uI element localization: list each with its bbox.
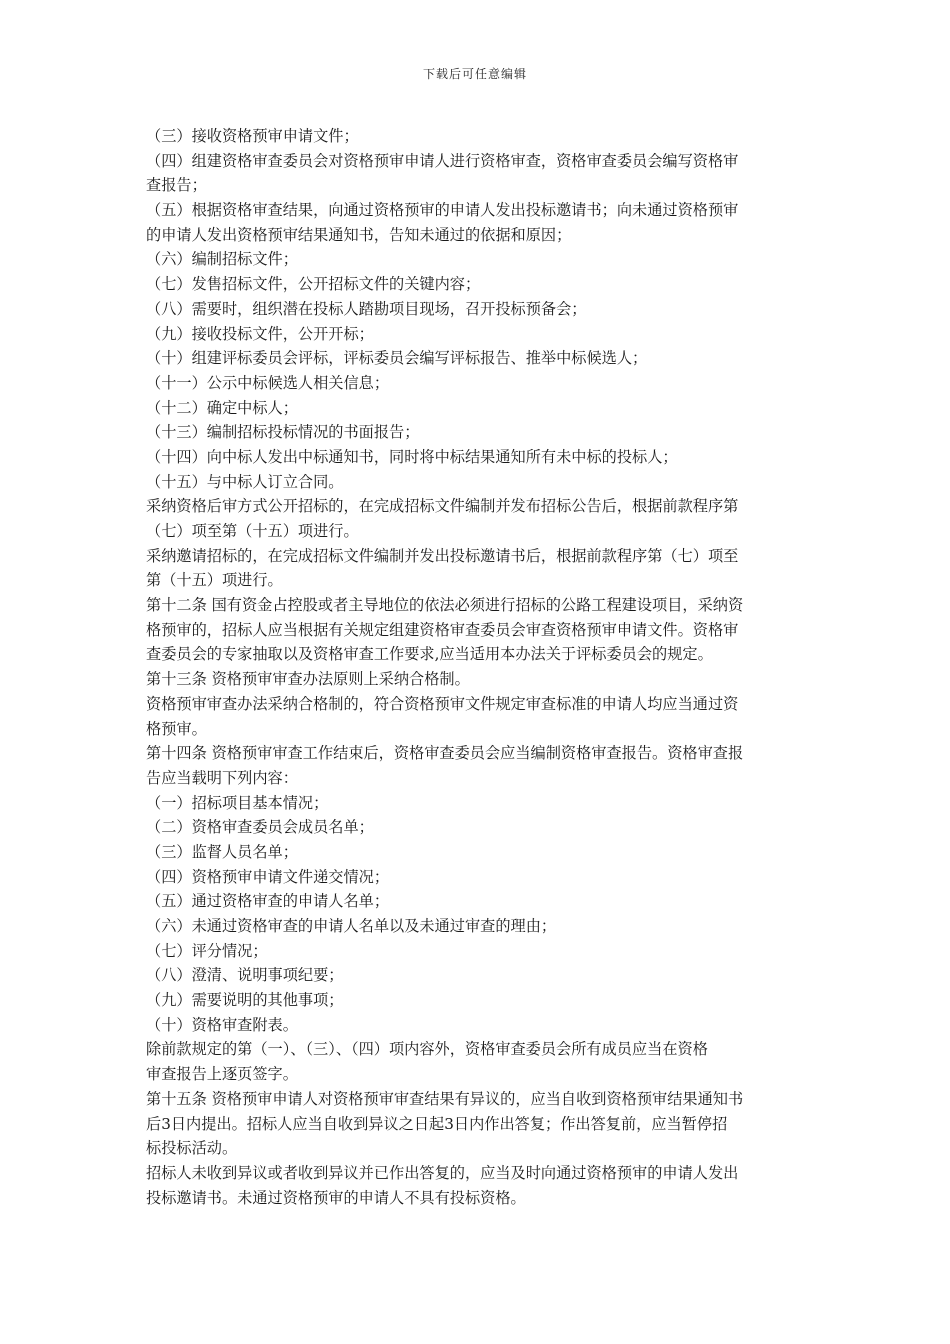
text-line: （九）需要说明的其他事项； (146, 991, 344, 1010)
text-line: （四）资格预审申请文件递交情况； (146, 867, 389, 886)
text-line: 后3日内提出。招标人应当自收到异议之日起3日内作出答复；作出答复前，应当暂停招 (146, 1114, 728, 1133)
text-line: 采纳资格后审方式公开招标的，在完成招标文件编制并发布招标公告后，根据前款程序第 (146, 497, 739, 516)
text-line: （九）接收投标文件，公开开标； (146, 324, 374, 343)
document-body (146, 124, 814, 1210)
text-line: （十一）公示中标候选人相关信息； (146, 373, 389, 392)
text-line: 查报告； (146, 176, 207, 195)
text-line: 格预审的，招标人应当根据有关规定组建资格审查委员会审查资格预审申请文件。资格审 (146, 620, 739, 639)
text-line: （四）组建资格审查委员会对资格预审申请人进行资格审查，资格审查委员会编写资格审 (146, 151, 739, 170)
text-line: （十）资格审查附表。 (146, 1015, 298, 1034)
text-line: （一）招标项目基本情况； (146, 793, 329, 812)
text-line: 审查报告上逐页签字。 (146, 1065, 298, 1084)
text-line: （七）发售招标文件，公开招标文件的关键内容； (146, 275, 481, 294)
text-line: （十）组建评标委员会评标，评标委员会编写评标报告、推举中标候选人； (146, 349, 648, 368)
text-line: （十五）与中标人订立合同。 (146, 472, 344, 491)
text-line: （七）项至第（十五）项进行。 (146, 522, 359, 540)
text-line: 的申请人发出资格预审结果通知书，告知未通过的依据和原因； (146, 225, 572, 244)
text-line: （八）澄清、说明事项纪要； (146, 966, 344, 985)
text-line: 投标邀请书。未通过资格预审的申请人不具有投标资格。 (146, 1188, 526, 1207)
text-line: 采纳邀请招标的，在完成招标文件编制并发出投标邀请书后，根据前款程序第（七）项至 (146, 546, 739, 565)
text-line: 招标人未收到异议或者收到异议并已作出答复的，应当及时向通过资格预审的申请人发出 (146, 1163, 739, 1182)
text-line: 告应当载明下列内容： (146, 768, 298, 787)
page-header: 下载后可任意编辑 (422, 67, 527, 81)
text-line: （八）需要时，组织潜在投标人踏勘项目现场，召开投标预备会； (146, 299, 587, 318)
text-line: （五）通过资格审查的申请人名单； (146, 892, 389, 911)
text-line: 第十五条 资格预审申请人对资格预审审查结果有异议的，应当自收到资格预审结果通知书 (146, 1089, 744, 1108)
text-line: 第十三条 资格预审审查办法原则上采纳合格制。 (146, 670, 470, 689)
text-line: （十二）确定中标人； (146, 398, 298, 417)
text-line: 查委员会的专家抽取以及资格审查工作要求,应当适用本办法关于评标委员会的规定。 (146, 645, 713, 664)
text-line: 资格预审审查办法采纳合格制的，符合资格预审文件规定审查标准的申请人均应当通过资 (146, 694, 739, 713)
text-line: （十四）向中标人发出中标通知书，同时将中标结果通知所有未中标的投标人； (146, 447, 678, 466)
text-line: 格预审。 (146, 719, 207, 738)
text-line: （六）编制招标文件； (146, 250, 298, 269)
text-line: 第十四条 资格预审审查工作结束后，资格审查委员会应当编制资格审查报告。资格审查报 (146, 744, 744, 763)
text-line: （三）接收资格预审申请文件； (146, 127, 359, 145)
text-line: 第十二条 国有资金占控股或者主导地位的依法必须进行招标的公路工程建设项目，采纳资 (146, 596, 744, 615)
text-line: 除前款规定的第（一）、（三）、（四）项内容外，资格审查委员会所有成员应当在资格 (146, 1040, 708, 1059)
text-line: （五）根据资格审查结果，向通过资格预审的申请人发出投标邀请书；向未通过资格预审 (146, 201, 739, 220)
text-line: （十三）编制招标投标情况的书面报告； (146, 423, 420, 442)
text-line: 第（十五）项进行。 (146, 571, 283, 590)
text-line: 标投标活动。 (146, 1139, 238, 1158)
text-line: （二）资格审查委员会成员名单； (146, 818, 374, 837)
text-line: （三）监督人员名单； (146, 842, 298, 861)
text-line: （六）未通过资格审查的申请人名单以及未通过审查的理由； (146, 917, 557, 935)
text-line: （七）评分情况； (146, 941, 268, 960)
